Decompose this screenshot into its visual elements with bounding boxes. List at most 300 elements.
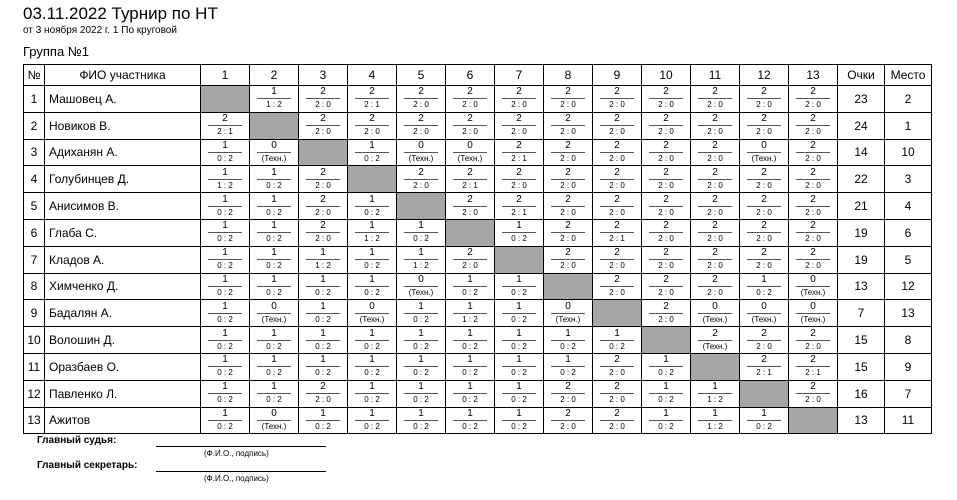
result-cell xyxy=(397,246,446,273)
result-detail: 2 : 0 xyxy=(756,207,772,217)
result-cell xyxy=(691,166,740,193)
result-detail: 0 : 2 xyxy=(364,261,380,271)
result-score: 2 xyxy=(747,87,781,99)
chief-secretary-note: (Ф.И.О., подпись) xyxy=(204,474,269,483)
result-cell xyxy=(348,353,397,380)
result-detail: 0 : 2 xyxy=(217,314,233,324)
result-cell xyxy=(348,86,397,113)
result-cell xyxy=(446,246,495,273)
result-cell xyxy=(642,139,691,166)
result-score: 1 xyxy=(404,329,438,341)
page-title: 03.11.2022 Турнир по НТ xyxy=(23,4,218,23)
result-detail: 0 : 2 xyxy=(511,395,527,405)
result-score: 2 xyxy=(747,329,781,341)
result-detail: 0 : 2 xyxy=(266,287,282,297)
results-table xyxy=(23,64,932,434)
result-score: 2 xyxy=(747,195,781,207)
result-cell xyxy=(348,193,397,220)
result-score: 2 xyxy=(698,221,732,233)
participant-place: 4 xyxy=(885,193,932,220)
result-score: 1 xyxy=(355,355,389,367)
result-score: 1 xyxy=(747,409,781,421)
result-detail: 2 : 0 xyxy=(462,100,478,110)
result-detail: 2 : 0 xyxy=(805,234,821,244)
result-score: 1 xyxy=(502,329,536,341)
result-detail: 2 : 0 xyxy=(805,180,821,190)
result-score: 2 xyxy=(698,195,732,207)
result-cell xyxy=(299,112,348,139)
result-detail: 0 : 2 xyxy=(413,368,429,378)
result-detail: 2 : 0 xyxy=(805,261,821,271)
result-score: 0 xyxy=(257,302,291,314)
result-detail: 2 : 0 xyxy=(756,341,772,351)
result-cell xyxy=(495,300,544,327)
result-detail: 0 : 2 xyxy=(511,421,527,431)
result-score: 1 xyxy=(502,302,536,314)
result-cell xyxy=(495,193,544,220)
result-cell xyxy=(642,353,691,380)
table-header-row xyxy=(24,65,932,86)
result-score: 2 xyxy=(747,221,781,233)
result-detail: 0 : 2 xyxy=(364,287,380,297)
result-cell xyxy=(642,407,691,434)
result-score: 2 xyxy=(796,221,830,233)
result-score: 2 xyxy=(747,168,781,180)
participant-points: 19 xyxy=(838,219,885,246)
result-cell xyxy=(593,273,642,300)
result-detail: 0 : 2 xyxy=(315,368,331,378)
result-cell xyxy=(642,166,691,193)
result-detail: 1 : 2 xyxy=(707,421,723,431)
result-detail: 2 : 1 xyxy=(511,207,527,217)
result-detail: 0 : 2 xyxy=(217,341,233,351)
table-row xyxy=(24,219,932,246)
result-detail: 0 : 2 xyxy=(315,287,331,297)
header-round-7: 7 xyxy=(495,65,544,86)
result-detail: 0 : 2 xyxy=(266,395,282,405)
result-cell xyxy=(544,193,593,220)
result-detail: 2 : 0 xyxy=(609,421,625,431)
page-subtitle: от 3 ноября 2022 г. 1 По круговой xyxy=(23,25,177,36)
result-cell xyxy=(495,219,544,246)
result-detail: 2 : 1 xyxy=(511,153,527,163)
self-cell xyxy=(789,407,838,434)
result-score: 2 xyxy=(306,87,340,99)
result-score: 1 xyxy=(306,302,340,314)
result-cell xyxy=(397,273,446,300)
result-score: 2 xyxy=(551,221,585,233)
result-cell xyxy=(593,380,642,407)
result-cell xyxy=(201,112,250,139)
participant-number: 9 xyxy=(24,300,45,327)
result-cell xyxy=(691,407,740,434)
result-score: 2 xyxy=(453,87,487,99)
result-score: 2 xyxy=(551,141,585,153)
result-detail: 2 : 0 xyxy=(462,261,478,271)
result-score: 1 xyxy=(306,329,340,341)
header-round-9: 9 xyxy=(593,65,642,86)
result-detail: 2 : 0 xyxy=(609,368,625,378)
result-cell xyxy=(201,219,250,246)
result-score: 2 xyxy=(796,195,830,207)
participant-place: 10 xyxy=(885,139,932,166)
result-cell xyxy=(299,380,348,407)
result-detail: 1 : 2 xyxy=(707,395,723,405)
result-cell xyxy=(544,86,593,113)
result-detail: 2 : 0 xyxy=(658,100,674,110)
header-round-1: 1 xyxy=(201,65,250,86)
result-cell xyxy=(789,139,838,166)
result-cell xyxy=(740,112,789,139)
result-cell xyxy=(789,273,838,300)
result-score: 2 xyxy=(698,141,732,153)
result-cell xyxy=(250,353,299,380)
result-detail: 0 : 2 xyxy=(609,341,625,351)
result-score: 2 xyxy=(502,168,536,180)
result-detail: 2 : 0 xyxy=(658,314,674,324)
result-cell xyxy=(593,246,642,273)
result-score: 1 xyxy=(306,275,340,287)
result-detail: 2 : 0 xyxy=(609,100,625,110)
result-cell xyxy=(740,246,789,273)
result-detail: 2 : 0 xyxy=(756,261,772,271)
result-detail: 0 : 2 xyxy=(413,421,429,431)
result-detail: 0 : 2 xyxy=(511,314,527,324)
result-score: 2 xyxy=(551,87,585,99)
result-score: 2 xyxy=(796,114,830,126)
result-detail: 0 : 2 xyxy=(462,421,478,431)
participant-number: 13 xyxy=(24,407,45,434)
result-cell xyxy=(691,193,740,220)
result-detail: 2 : 0 xyxy=(707,207,723,217)
result-cell xyxy=(299,166,348,193)
self-cell xyxy=(201,86,250,113)
result-score: 2 xyxy=(502,195,536,207)
participant-points: 23 xyxy=(838,86,885,113)
self-cell xyxy=(691,353,740,380)
result-detail: 2 : 0 xyxy=(609,395,625,405)
result-cell xyxy=(299,86,348,113)
participant-points: 13 xyxy=(838,407,885,434)
participant-place: 3 xyxy=(885,166,932,193)
result-detail: 2 : 0 xyxy=(609,180,625,190)
result-cell xyxy=(740,300,789,327)
chief-secretary-signature-line xyxy=(156,471,326,472)
result-score: 2 xyxy=(453,114,487,126)
result-score: 2 xyxy=(551,114,585,126)
result-detail: 2 : 0 xyxy=(609,153,625,163)
result-cell xyxy=(446,407,495,434)
result-cell xyxy=(544,139,593,166)
result-cell xyxy=(691,300,740,327)
result-cell xyxy=(397,300,446,327)
result-detail: 2 : 0 xyxy=(805,100,821,110)
result-detail: 2 : 1 xyxy=(805,368,821,378)
result-detail: 0 : 2 xyxy=(217,234,233,244)
result-score: 1 xyxy=(404,302,438,314)
result-detail: 0 : 2 xyxy=(364,153,380,163)
result-score: 2 xyxy=(502,87,536,99)
group-label: Группа №1 xyxy=(23,44,89,59)
result-cell xyxy=(740,273,789,300)
result-cell xyxy=(740,407,789,434)
participant-points: 15 xyxy=(838,353,885,380)
result-cell xyxy=(201,273,250,300)
result-score: 1 xyxy=(404,409,438,421)
result-cell xyxy=(348,112,397,139)
result-cell xyxy=(250,166,299,193)
result-detail: 2 : 0 xyxy=(413,180,429,190)
result-score: 1 xyxy=(600,329,634,341)
participant-place: 13 xyxy=(885,300,932,327)
result-detail: 0 : 2 xyxy=(413,314,429,324)
result-cell xyxy=(593,86,642,113)
result-detail: 0 : 2 xyxy=(560,368,576,378)
result-score: 1 xyxy=(257,329,291,341)
result-score: 2 xyxy=(747,355,781,367)
result-detail: 2 : 0 xyxy=(511,100,527,110)
result-cell xyxy=(250,407,299,434)
result-cell xyxy=(495,86,544,113)
result-score: 1 xyxy=(502,275,536,287)
result-score: 2 xyxy=(600,221,634,233)
participant-number: 6 xyxy=(24,219,45,246)
result-score: 1 xyxy=(208,141,242,153)
result-cell xyxy=(495,407,544,434)
result-cell xyxy=(691,219,740,246)
header-place: Место xyxy=(885,65,932,86)
participant-name: Ажитов xyxy=(45,407,201,434)
table-row xyxy=(24,246,932,273)
result-cell xyxy=(299,300,348,327)
result-cell xyxy=(593,112,642,139)
result-score: 1 xyxy=(208,221,242,233)
result-score: 2 xyxy=(698,248,732,260)
result-cell xyxy=(299,246,348,273)
result-detail: 2 : 0 xyxy=(658,287,674,297)
result-detail: 2 : 0 xyxy=(756,100,772,110)
participant-number: 7 xyxy=(24,246,45,273)
result-cell xyxy=(789,193,838,220)
header-round-13: 13 xyxy=(789,65,838,86)
result-detail: 2 : 0 xyxy=(805,341,821,351)
result-cell xyxy=(201,246,250,273)
result-detail: 2 : 0 xyxy=(315,395,331,405)
result-detail: 0 : 2 xyxy=(315,314,331,324)
self-cell xyxy=(642,327,691,354)
result-score: 1 xyxy=(502,355,536,367)
result-detail: 2 : 0 xyxy=(560,127,576,137)
result-detail: 2 : 0 xyxy=(560,153,576,163)
result-cell xyxy=(593,353,642,380)
result-cell xyxy=(740,193,789,220)
table-row xyxy=(24,86,932,113)
result-cell xyxy=(250,86,299,113)
result-score: 1 xyxy=(355,409,389,421)
result-detail: 2 : 0 xyxy=(609,261,625,271)
result-score: 2 xyxy=(698,329,732,341)
result-cell xyxy=(348,407,397,434)
result-cell xyxy=(495,327,544,354)
participant-name: Голубинцев Д. xyxy=(45,166,201,193)
result-cell xyxy=(593,166,642,193)
result-cell xyxy=(250,380,299,407)
participant-points: 14 xyxy=(838,139,885,166)
result-score: 2 xyxy=(355,87,389,99)
result-cell xyxy=(642,300,691,327)
participant-place: 1 xyxy=(885,112,932,139)
result-detail: 0 : 2 xyxy=(266,234,282,244)
result-score: 2 xyxy=(600,275,634,287)
result-detail: 0 : 2 xyxy=(413,234,429,244)
result-cell xyxy=(250,327,299,354)
result-score: 0 xyxy=(796,275,830,287)
result-detail: 2 : 0 xyxy=(560,180,576,190)
result-score: 1 xyxy=(257,195,291,207)
result-score: 1 xyxy=(208,409,242,421)
result-cell xyxy=(348,300,397,327)
result-detail: 0 : 2 xyxy=(266,207,282,217)
result-cell xyxy=(201,353,250,380)
result-score: 2 xyxy=(502,114,536,126)
result-detail: 2 : 0 xyxy=(315,100,331,110)
participant-place: 8 xyxy=(885,327,932,354)
participant-number: 12 xyxy=(24,380,45,407)
result-score: 1 xyxy=(257,275,291,287)
result-score: 2 xyxy=(600,195,634,207)
result-score: 1 xyxy=(208,302,242,314)
result-cell xyxy=(299,407,348,434)
result-cell xyxy=(740,139,789,166)
chief-judge-note: (Ф.И.О., подпись) xyxy=(204,449,269,458)
result-score: 1 xyxy=(404,221,438,233)
result-score: 0 xyxy=(355,302,389,314)
result-score: 1 xyxy=(453,302,487,314)
result-detail: 2 : 0 xyxy=(707,153,723,163)
table-row xyxy=(24,380,932,407)
self-cell xyxy=(250,112,299,139)
result-detail: 2 : 0 xyxy=(805,127,821,137)
result-cell xyxy=(201,407,250,434)
result-cell xyxy=(201,300,250,327)
result-detail: 2 : 0 xyxy=(658,127,674,137)
result-score: 1 xyxy=(306,409,340,421)
result-detail: 2 : 1 xyxy=(609,234,625,244)
result-cell xyxy=(299,273,348,300)
result-score: 2 xyxy=(453,248,487,260)
chief-judge-signature-line xyxy=(156,446,326,447)
result-score: 2 xyxy=(747,114,781,126)
result-cell xyxy=(446,139,495,166)
result-cell xyxy=(691,246,740,273)
participant-place: 2 xyxy=(885,86,932,113)
result-score: 2 xyxy=(649,221,683,233)
result-cell xyxy=(642,112,691,139)
result-score: 2 xyxy=(551,409,585,421)
result-score: 1 xyxy=(502,221,536,233)
participant-place: 11 xyxy=(885,407,932,434)
result-detail: (Техн.) xyxy=(408,287,434,297)
result-cell xyxy=(740,327,789,354)
result-detail: 0 : 2 xyxy=(266,341,282,351)
result-detail: 2 : 0 xyxy=(462,207,478,217)
result-detail: 2 : 0 xyxy=(413,127,429,137)
result-detail: 0 : 2 xyxy=(266,180,282,190)
result-detail: 2 : 0 xyxy=(609,287,625,297)
self-cell xyxy=(593,300,642,327)
result-detail: 2 : 1 xyxy=(217,127,233,137)
result-cell xyxy=(348,246,397,273)
result-cell xyxy=(691,380,740,407)
result-detail: (Техн.) xyxy=(261,421,287,431)
result-cell xyxy=(397,327,446,354)
result-detail: 0 : 2 xyxy=(364,207,380,217)
result-score: 1 xyxy=(355,195,389,207)
result-detail: 0 : 2 xyxy=(511,234,527,244)
result-score: 2 xyxy=(306,221,340,233)
result-detail: 2 : 0 xyxy=(315,180,331,190)
result-score: 1 xyxy=(551,355,585,367)
result-cell xyxy=(544,300,593,327)
result-cell xyxy=(691,112,740,139)
result-cell xyxy=(446,273,495,300)
result-cell xyxy=(348,219,397,246)
result-detail: 2 : 0 xyxy=(707,180,723,190)
result-score: 1 xyxy=(453,355,487,367)
result-cell xyxy=(397,139,446,166)
result-score: 2 xyxy=(600,409,634,421)
participant-name: Павленко Л. xyxy=(45,380,201,407)
table-row xyxy=(24,193,932,220)
result-score: 2 xyxy=(796,248,830,260)
result-cell xyxy=(642,193,691,220)
table-row xyxy=(24,166,932,193)
result-score: 1 xyxy=(404,248,438,260)
result-score: 2 xyxy=(649,248,683,260)
result-detail: 0 : 2 xyxy=(364,395,380,405)
result-cell xyxy=(250,273,299,300)
result-detail: 0 : 2 xyxy=(658,395,674,405)
result-cell xyxy=(348,327,397,354)
result-score: 2 xyxy=(600,168,634,180)
result-score: 1 xyxy=(257,355,291,367)
result-score: 0 xyxy=(698,302,732,314)
result-detail: 0 : 2 xyxy=(315,421,331,431)
result-detail: 2 : 0 xyxy=(707,287,723,297)
participant-name: Кладов А. xyxy=(45,246,201,273)
result-score: 2 xyxy=(796,141,830,153)
result-score: 1 xyxy=(355,141,389,153)
result-cell xyxy=(495,353,544,380)
result-score: 2 xyxy=(453,195,487,207)
result-detail: 2 : 0 xyxy=(707,100,723,110)
result-cell xyxy=(789,327,838,354)
result-detail: 0 : 2 xyxy=(511,341,527,351)
result-cell xyxy=(446,353,495,380)
result-cell xyxy=(789,380,838,407)
self-cell xyxy=(495,246,544,273)
table-row xyxy=(24,300,932,327)
result-cell xyxy=(593,407,642,434)
table-row xyxy=(24,327,932,354)
participant-points: 13 xyxy=(838,273,885,300)
result-detail: 2 : 0 xyxy=(707,261,723,271)
result-detail: 0 : 2 xyxy=(511,368,527,378)
result-detail: 0 : 2 xyxy=(413,341,429,351)
result-detail: (Техн.) xyxy=(457,153,483,163)
result-cell xyxy=(250,139,299,166)
result-score: 0 xyxy=(796,302,830,314)
